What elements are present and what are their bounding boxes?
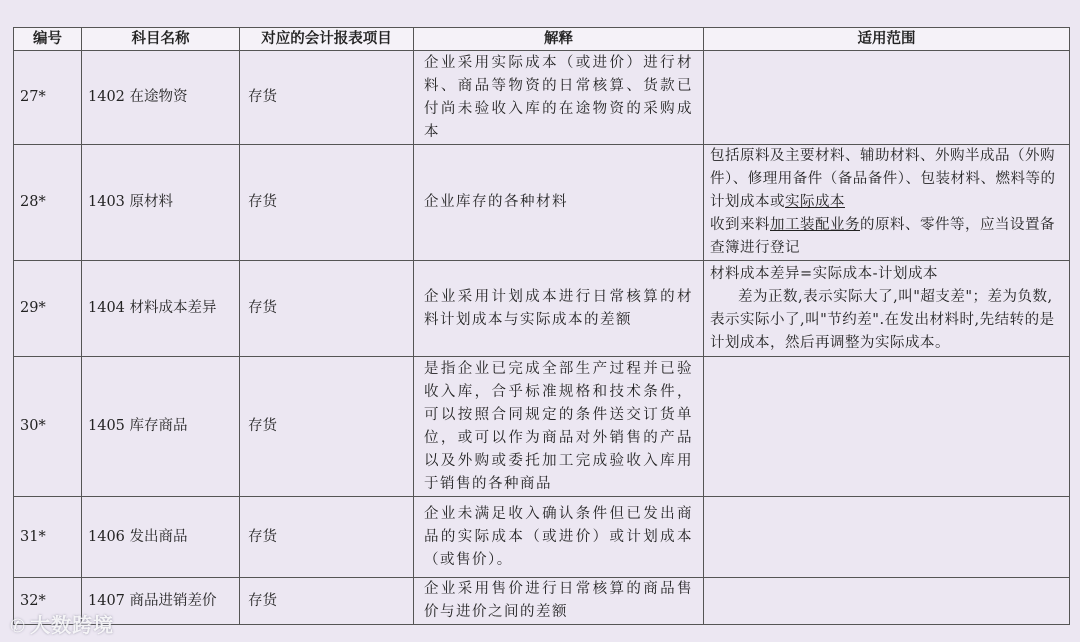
row-explanation: 企业未满足收入确认条件但已发出商品的实际成本（或进价）或计划成本（或售价）。 <box>414 497 704 578</box>
row-account-name: 1406 发出商品 <box>82 497 240 578</box>
table-row <box>14 497 1070 578</box>
account-table <box>13 27 1070 625</box>
header-account-name: 科目名称 <box>82 28 240 51</box>
row-account-name: 1402 在途物资 <box>82 51 240 145</box>
row-explanation: 企业采用计划成本进行日常核算的材料计划成本与实际成本的差额 <box>414 261 704 357</box>
scope-line: 收到来料加工装配业务的原料、零件等，应当设置备查簿进行登记 <box>710 217 1055 256</box>
row-scope <box>704 51 1070 145</box>
table-row <box>14 261 1070 357</box>
row-account-name: 1405 库存商品 <box>82 357 240 497</box>
table-row <box>14 145 1070 261</box>
row-report-item: 存货 <box>240 357 414 497</box>
row-scope <box>704 578 1070 625</box>
row-report-item: 存货 <box>240 497 414 578</box>
row-number: 28* <box>14 145 82 261</box>
header-explanation: 解释 <box>414 28 704 51</box>
table-row <box>14 357 1070 497</box>
row-explanation: 企业采用实际成本（或进价）进行材料、商品等物资的日常核算、货款已付尚未验收入库的在途物资的采购成本 <box>414 51 704 145</box>
scope-line: 差为正数,表示实际大了,叫"超支差"；差为负数,表示实际小了,叫"节约差".在发出材料时,先结转的是计划成本，然后再调整为实际成本。 <box>710 288 1055 351</box>
table-row <box>14 578 1070 625</box>
row-scope <box>704 261 1070 357</box>
row-number: 29* <box>14 261 82 357</box>
row-account-name: 1404 材料成本差异 <box>82 261 240 357</box>
row-report-item: 存货 <box>240 51 414 145</box>
row-number: 32* <box>14 578 82 625</box>
row-report-item: 存货 <box>240 261 414 357</box>
row-number: 30* <box>14 357 82 497</box>
wechat-icon: ✆ <box>10 616 27 637</box>
header-report-item: 对应的会计报表项目 <box>240 28 414 51</box>
row-explanation: 是指企业已完成全部生产过程并已验收入库，合乎标准规格和技术条件，可以按照合同规定的条件送交订货单位，或可以作为商品对外销售的产品以及外购或委托加工完成验收入库用于销售的各种商品 <box>414 357 704 497</box>
watermark: ✆ 大数跨境 <box>10 613 115 637</box>
row-account-name: 1403 原材料 <box>82 145 240 261</box>
scope-line: 材料成本差异=实际成本-计划成本 <box>710 265 939 282</box>
row-scope <box>704 497 1070 578</box>
table-row <box>14 51 1070 145</box>
underlined-term: 加工装配业务 <box>770 217 860 233</box>
row-explanation: 企业采用售价进行日常核算的商品售价与进价之间的差额 <box>414 578 704 625</box>
underlined-term: 实际成本 <box>785 194 845 210</box>
row-explanation: 企业库存的各种材料 <box>414 145 704 261</box>
scope-line: 包括原料及主要材料、辅助材料、外购半成品（外购件）、修理用备件（备品备件）、包装材料、燃料等的计划成本或实际成本 <box>710 148 1056 210</box>
header-number: 编号 <box>14 28 82 51</box>
row-account-name: 1407 商品进销差价 <box>82 578 240 625</box>
row-scope <box>704 357 1070 497</box>
row-report-item: 存货 <box>240 145 414 261</box>
row-number: 31* <box>14 497 82 578</box>
header-scope: 适用范围 <box>704 28 1070 51</box>
header-row <box>14 28 1070 51</box>
row-report-item: 存货 <box>240 578 414 625</box>
row-scope <box>704 145 1070 261</box>
row-number: 27* <box>14 51 82 145</box>
